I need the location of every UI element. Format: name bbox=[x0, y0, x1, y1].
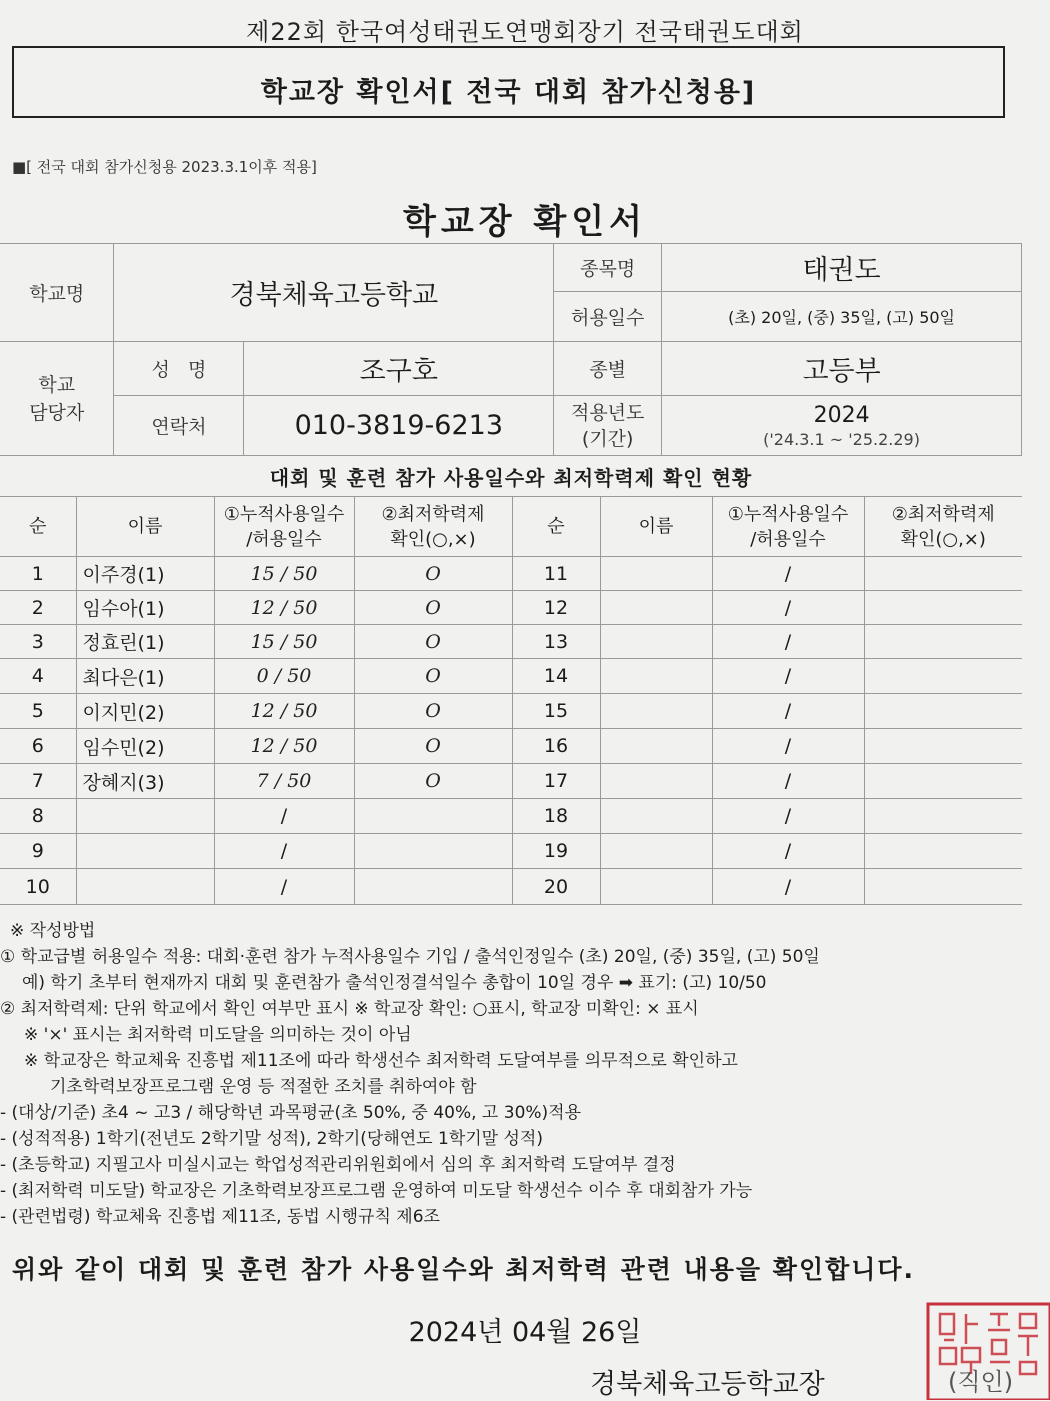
athlete-name: 이지민(2) bbox=[76, 694, 214, 729]
athlete-name: 정효린(1) bbox=[76, 625, 214, 659]
days-used: / bbox=[712, 834, 864, 869]
athlete-name: 임수민(2) bbox=[76, 729, 214, 764]
academic-check bbox=[864, 834, 1022, 869]
document-title: 학교장 확인서[ 전국 대회 참가신청용] bbox=[260, 77, 757, 108]
days-used: 12 / 50 bbox=[214, 591, 354, 625]
roster-row bbox=[0, 659, 1022, 694]
allowed-days-value: (초) 20일, (중) 35일, (고) 50일 bbox=[662, 292, 1022, 342]
year-cell bbox=[662, 396, 1022, 456]
row-number: 15 bbox=[512, 694, 600, 729]
academic-check bbox=[864, 729, 1022, 764]
row-number: 12 bbox=[512, 591, 600, 625]
academic-check bbox=[354, 869, 512, 905]
days-used: 0 / 50 bbox=[214, 659, 354, 694]
roster-row bbox=[0, 869, 1022, 905]
days-used: / bbox=[712, 557, 864, 591]
contact-value: 010-3819-6213 bbox=[244, 396, 554, 456]
athlete-name bbox=[600, 764, 712, 799]
instruction-line: 예) 학기 초부터 현재까지 대회 및 훈련참가 출석인정결석일수 총합이 10일 경우 ➡ 표기: (고) 10/50 bbox=[22, 973, 767, 993]
sport-value: 태권도 bbox=[662, 244, 1022, 292]
days-used: 12 / 50 bbox=[214, 694, 354, 729]
days-used: / bbox=[712, 591, 864, 625]
athlete-name: 임수아(1) bbox=[76, 591, 214, 625]
manager-label: 학교 담당자 bbox=[0, 342, 114, 456]
academic-check bbox=[864, 694, 1022, 729]
header-days: ①누적사용일수 /허용일수 bbox=[712, 497, 864, 557]
athlete-name: 최다은(1) bbox=[76, 659, 214, 694]
academic-check: O bbox=[354, 729, 512, 764]
instruction-line: ② 최저학력제: 단위 학교에서 확인 여부만 표시 ※ 학교장 확인: ○표시, 학교장 미확인: × 표시 bbox=[0, 999, 699, 1019]
document-title-box bbox=[12, 46, 1005, 118]
days-used: / bbox=[712, 799, 864, 834]
instruction-line: - (성적적용) 1학기(전년도 2학기말 성적), 2학기(당해연도 1학기말 성적) bbox=[0, 1129, 543, 1149]
seal-label: (직인) bbox=[948, 1368, 1014, 1396]
athlete-name bbox=[600, 591, 712, 625]
section-title: 대회 및 훈련 참가 사용일수와 최저학력제 확인 현황 bbox=[269, 466, 753, 490]
row-number: 8 bbox=[0, 799, 76, 834]
manager-name-label: 성 명 bbox=[114, 342, 244, 396]
days-used: / bbox=[712, 729, 864, 764]
academic-check bbox=[864, 659, 1022, 694]
sport-label: 종목명 bbox=[554, 244, 662, 292]
header-name: 이름 bbox=[600, 497, 712, 557]
athlete-name bbox=[600, 869, 712, 905]
year-value: 2024 bbox=[813, 402, 870, 428]
days-used: 15 / 50 bbox=[214, 625, 354, 659]
row-number: 13 bbox=[512, 625, 600, 659]
row-number: 10 bbox=[0, 869, 76, 905]
header-check: ②최저학력제 확인(○,×) bbox=[354, 497, 512, 557]
instruction-line: ※ '×' 표시는 최저학력 미도달을 의미하는 것이 아님 bbox=[24, 1025, 412, 1045]
instruction-line: - (대상/기준) 초4 ~ 고3 / 해당학년 과목평균(초 50%, 중 40%, 고 30%)적용 bbox=[0, 1103, 582, 1123]
header-no: 순 bbox=[512, 497, 600, 557]
days-used: / bbox=[214, 869, 354, 905]
days-used: / bbox=[712, 764, 864, 799]
days-used: / bbox=[712, 869, 864, 905]
contact-label: 연락처 bbox=[114, 396, 244, 456]
row-number: 7 bbox=[0, 764, 76, 799]
academic-check bbox=[864, 799, 1022, 834]
instruction-line: 기초학력보장프로그램 운영 등 적절한 조치를 취하여야 함 bbox=[50, 1077, 477, 1097]
academic-check: O bbox=[354, 694, 512, 729]
academic-check: O bbox=[354, 659, 512, 694]
event-title: 제22회 한국여성태권도연맹회장기 전국태권도대회 bbox=[246, 18, 804, 46]
academic-check: O bbox=[354, 764, 512, 799]
instruction-line: - (관련법령) 학교체육 진흥법 제11조, 동법 시행규칙 제6조 bbox=[0, 1207, 440, 1227]
roster-row bbox=[0, 694, 1022, 729]
header-days: ①누적사용일수 /허용일수 bbox=[214, 497, 354, 557]
academic-check: O bbox=[354, 591, 512, 625]
header-no: 순 bbox=[0, 497, 76, 557]
row-number: 3 bbox=[0, 625, 76, 659]
days-used: 12 / 50 bbox=[214, 729, 354, 764]
confirmation-statement: 위와 같이 대회 및 훈련 참가 사용일수와 최저학력 관련 내용을 확인합니다. bbox=[12, 1255, 916, 1284]
row-number: 17 bbox=[512, 764, 600, 799]
row-number: 20 bbox=[512, 869, 600, 905]
athlete-name bbox=[600, 834, 712, 869]
row-number: 14 bbox=[512, 659, 600, 694]
athlete-name: 장혜지(3) bbox=[76, 764, 214, 799]
roster-row bbox=[0, 557, 1022, 591]
athlete-name bbox=[600, 729, 712, 764]
school-name-label: 학교명 bbox=[0, 244, 114, 342]
athlete-name bbox=[76, 799, 214, 834]
header-name: 이름 bbox=[76, 497, 214, 557]
row-number: 19 bbox=[512, 834, 600, 869]
athlete-name bbox=[600, 659, 712, 694]
principal-name: 경북체육고등학교장 bbox=[590, 1369, 825, 1400]
instruction-line: - (초등학교) 지필고사 미실시교는 학업성적관리위원회에서 심의 후 최저학력 도달여부 결정 bbox=[0, 1155, 676, 1175]
athlete-name bbox=[76, 869, 214, 905]
row-number: 6 bbox=[0, 729, 76, 764]
roster-row bbox=[0, 625, 1022, 659]
application-note: ■[ 전국 대회 참가신청용 2023.3.1이후 적용] bbox=[12, 158, 317, 176]
row-number: 5 bbox=[0, 694, 76, 729]
roster-row bbox=[0, 834, 1022, 869]
roster-header-row bbox=[0, 497, 1022, 557]
athlete-name bbox=[600, 799, 712, 834]
academic-check: O bbox=[354, 557, 512, 591]
academic-check bbox=[864, 591, 1022, 625]
academic-check bbox=[864, 764, 1022, 799]
row-number: 4 bbox=[0, 659, 76, 694]
year-label: 적용년도 (기간) bbox=[554, 396, 662, 456]
category-label: 종별 bbox=[554, 342, 662, 396]
manager-name-value: 조구호 bbox=[244, 342, 554, 396]
header-check: ②최저학력제 확인(○,×) bbox=[864, 497, 1022, 557]
school-info-table bbox=[0, 243, 1022, 456]
roster-row bbox=[0, 591, 1022, 625]
athlete-name bbox=[600, 625, 712, 659]
academic-check bbox=[864, 557, 1022, 591]
athlete-name bbox=[76, 834, 214, 869]
row-number: 9 bbox=[0, 834, 76, 869]
row-number: 1 bbox=[0, 557, 76, 591]
main-title: 학교장 확인서 bbox=[403, 202, 647, 242]
athlete-name: 이주경(1) bbox=[76, 557, 214, 591]
school-name-value: 경북체육고등학교 bbox=[114, 244, 554, 342]
academic-check bbox=[354, 834, 512, 869]
row-number: 16 bbox=[512, 729, 600, 764]
period-value: ('24.3.1 ~ '25.2.29) bbox=[763, 429, 920, 449]
days-used: / bbox=[712, 659, 864, 694]
issue-date: 2024년 04월 26일 bbox=[408, 1317, 642, 1348]
days-used: 15 / 50 bbox=[214, 557, 354, 591]
academic-check bbox=[864, 625, 1022, 659]
category-value: 고등부 bbox=[662, 342, 1022, 396]
roster-row bbox=[0, 799, 1022, 834]
academic-check bbox=[864, 869, 1022, 905]
academic-check bbox=[354, 799, 512, 834]
days-used: 7 / 50 bbox=[214, 764, 354, 799]
athlete-name bbox=[600, 694, 712, 729]
row-number: 11 bbox=[512, 557, 600, 591]
instruction-line: - (최저학력 미도달) 학교장은 기초학력보장프로그램 운영하여 미도달 학생선수 이수 후 대회참가 가능 bbox=[0, 1181, 753, 1201]
athlete-roster-table bbox=[0, 496, 1022, 905]
instructions bbox=[0, 918, 1040, 1230]
row-number: 18 bbox=[512, 799, 600, 834]
roster-row bbox=[0, 729, 1022, 764]
instruction-line: ① 학교급별 허용일수 적용: 대회·훈련 참가 누적사용일수 기입 / 출석인정일수 (초) 20일, (중) 35일, (고) 50일 bbox=[0, 947, 820, 967]
instruction-line: ※ 작성방법 bbox=[10, 921, 96, 941]
athlete-name bbox=[600, 557, 712, 591]
instruction-line: ※ 학교장은 학교체육 진흥법 제11조에 따라 학생선수 최저학력 도달여부를 의무적으로 확인하고 bbox=[24, 1051, 738, 1071]
days-used: / bbox=[214, 834, 354, 869]
row-number: 2 bbox=[0, 591, 76, 625]
roster-row bbox=[0, 764, 1022, 799]
days-used: / bbox=[712, 694, 864, 729]
days-used: / bbox=[712, 625, 864, 659]
allowed-days-label: 허용일수 bbox=[554, 292, 662, 342]
academic-check: O bbox=[354, 625, 512, 659]
days-used: / bbox=[214, 799, 354, 834]
